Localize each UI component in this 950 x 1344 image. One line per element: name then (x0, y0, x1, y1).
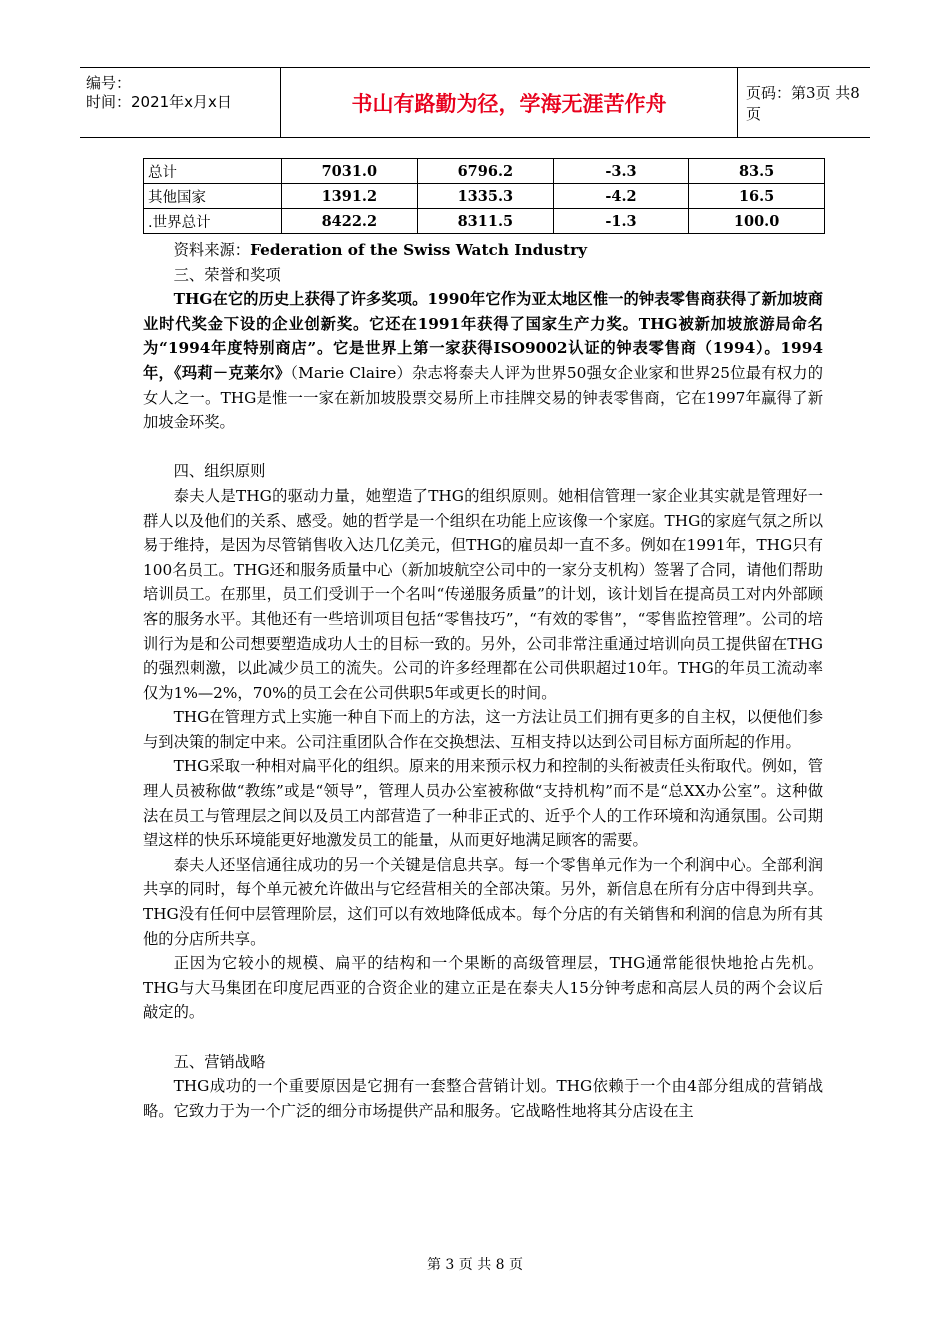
table-cell: 7031.0 (281, 159, 417, 184)
org-paragraph-3: THG采取一种相对扁平化的组织。原来的用来预示权力和控制的头衔被责任头衔取代。例如，管理人员被称做“教练”或是“领导”，管理人员办公室被称做“支持机构”而不是“总XX办公室”。这种做法在员工与管理层之间以及员工内部营造了一种非正式的、近乎个人的工作环境和沟通氛围。公司期望这样的快乐环境能更好地激发员工的能量，从而更好地满足顾客的需要。 (143, 757, 823, 850)
sales-table (143, 158, 825, 234)
source-line (143, 238, 823, 263)
marketing-paragraph-1: THG成功的一个重要原因是它拥有一套整合营销计划。THG依赖于一个由4部分组成的营销战略。它致力于为一个广泛的细分市场提供产品和服务。它战略性地将其分店设在主 (143, 1077, 823, 1120)
org-paragraph-2: THG在管理方式上实施一种自下而上的方法，这一方法让员工们拥有更多的自主权，以便他们参与到决策的制定中来。公司注重团队合作在交换想法、互相支持以达到公司目标方面所起的作用。 (143, 708, 823, 751)
table-cell: 6796.2 (417, 159, 553, 184)
table-cell: 16.5 (689, 184, 825, 209)
header-page-label: 页码：第3页 共8页 (746, 83, 860, 123)
serial-label: 编号： (86, 74, 132, 92)
honors-normal-text: （Marie Claire）杂志将泰夫人评为世界50强女企业家和世界25位最有权力的女人之一。THG是惟一一家在新加坡股票交易所上市挂牌交易的钟表零售商，它在1997年赢得了新加坡金环奖。 (143, 363, 823, 432)
header-meta (80, 68, 280, 137)
honors-paragraph (143, 287, 823, 435)
table-cell: 1391.2 (281, 184, 417, 209)
table-row (144, 159, 825, 184)
row-label: .世界总计 (144, 209, 282, 234)
table-cell: -4.2 (553, 184, 688, 209)
table-cell: -1.3 (553, 209, 688, 234)
table-cell: 83.5 (689, 159, 825, 184)
marketing-heading: 五、营销战略 (173, 1052, 266, 1071)
org-heading: 四、组织原则 (173, 462, 266, 481)
org-paragraph-5: 正因为它较小的规模、扁平的结构和一个果断的高级管理层，THG通常能很快地抢占先机。THG与大马集团在印度尼西亚的合资企业的建立正是在泰夫人15分钟考虑和高层人员的两个会议后敲定的。 (143, 954, 823, 1022)
source-prefix: 资料来源： (173, 241, 251, 259)
table-cell: 8422.2 (281, 209, 417, 234)
header-motto: 书山有路勤为径，学海无涯苦作舟 (351, 91, 667, 116)
table-cell: 1335.3 (417, 184, 553, 209)
row-label: 总计 (144, 159, 282, 184)
honors-bold-text: THG在它的历史上获得了许多奖项。1990年它作为亚太地区惟一的钟表零售商获得了新加坡商业时代奖金下设的企业创新奖。它还在1991年获得了国家生产力奖。THG被新加坡旅游局命名为“1994年度特别商店”。它是世界上第一家获得ISO9002认证的钟表零售商（1994）。1994年，《玛莉－克莱尔》 (143, 290, 823, 382)
table-cell: -3.3 (553, 159, 688, 184)
table-cell: 8311.5 (417, 209, 553, 234)
spacer (143, 1025, 823, 1050)
header-divider (737, 68, 738, 137)
page-footer: 第 3 页 共 8 页 (426, 1257, 524, 1273)
table-cell: 100.0 (689, 209, 825, 234)
spacer (143, 435, 823, 460)
source-name: Federation of the Swiss Watch Industry (250, 241, 588, 259)
date-label: 时间：2021年x月x日 (86, 93, 232, 111)
main-content (143, 238, 823, 1123)
org-paragraph-4: 泰夫人还坚信通往成功的另一个关键是信息共享。每一个零售单元作为一个利润中心。全部利润共享的同时，每个单元被允许做出与它经营相关的全部决策。另外，新信息在所有分店中得到共享。THG没有任何中层管理阶层，这们可以有效地降低成本。每个分店的有关销售和利润的信息为所有其他的分店所共享。 (143, 855, 823, 948)
honors-heading: 三、荣誉和奖项 (173, 265, 281, 284)
page-header (80, 67, 870, 138)
table-row (144, 184, 825, 209)
row-label: 其他国家 (144, 184, 282, 209)
org-paragraph-1: 泰夫人是THG的驱动力量，她塑造了THG的组织原则。她相信管理一家企业其实就是管理好一群人以及他们的关系、感受。她的哲学是一个组织在功能上应该像一个家庭。THG的家庭气氛之所以易于维持，是因为尽管销售收入达几亿美元，但THG的雇员却一直不多。例如在1991年，THG只有100名员工。THG还和服务质量中心（新加坡航空公司中的一家分支机构）签署了合同，请他们帮助培训员工。在那里，员工们受训于一个名叫“传递服务质量”的计划，该计划旨在提高员工对内外部顾客的服务水平。其他还有一些培训项目包括“零售技巧”，“有效的零售”，“零售监控管理”。公司的培训行为是和公司想要塑造成功人士的目标一致的。另外，公司非常注重通过培训向员工提供留在THG的强烈刺激，以此减少员工的流失。公司的许多经理都在公司供职超过10年。THG的年员工流动率仅为1%—2%，70%的员工会在公司供职5年或更长的时间。 (143, 486, 823, 702)
table-row (144, 209, 825, 234)
